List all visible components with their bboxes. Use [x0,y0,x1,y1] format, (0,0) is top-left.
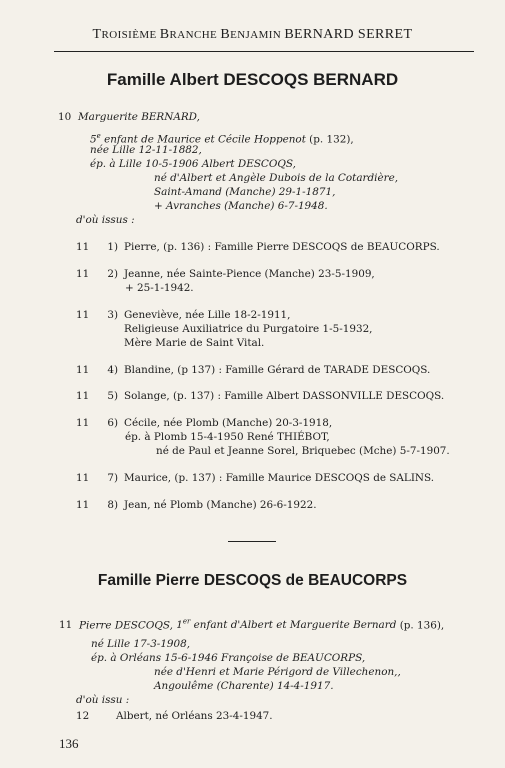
child-entry-7: 11 7) Maurice, (p. 137) : Famille Maurice DESCOQS de SALINS. [76,472,435,484]
intro-line-1: 5e enfant de Maurice et Cécile Hoppenot (p. 132), [90,132,354,146]
child-entry-2: 11 2) Jeanne, née Sainte-Pience (Manche) 23-5-1909, [76,268,375,280]
intro2-line-3: née d'Henri et Marie Périgord de Villechenon,, [154,666,401,678]
child-entry-3-line-2: Religieuse Auxiliatrice du Purgatoire 1-5-1932, [124,323,373,335]
entry-name-2: Pierre DESCOQS, [79,619,173,632]
entry-number-2: 11 Pierre DESCOQS, 1er enfant d'Albert et Marguerite Bernard (p. 136), [59,618,445,632]
page-number: 136 [59,736,79,751]
intro-line-4: né d'Albert et Angèle Dubois de la Cotardière, [154,172,399,184]
entry-name: Marguerite BERNARD, [78,111,200,123]
intro-line-6: + Avranches (Manche) 6-7-1948. [154,200,328,212]
child-entry-2-1: 12 Albert, né Orléans 23-4-1947. [76,710,273,722]
intro-line-5: Saint-Amand (Manche) 29-1-1871, [154,186,336,198]
child-entry-4: 11 4) Blandine, (p 137) : Famille Gérard de TARADE DESCOQS. [76,364,431,376]
child-entry-2-line-2: + 25-1-1942. [125,282,194,294]
child-entry-5: 11 5) Solange, (p. 137) : Famille Albert DASSONVILLE DESCOQS. [76,390,445,402]
issue-label: d'où issus : [76,214,135,226]
intro2-line-2: ép. à Orléans 15-6-1946 Françoise de BEAUCORPS, [91,652,366,664]
intro2-line-1: né Lille 17-3-1908, [91,638,191,650]
intro-line-3: ép. à Lille 10-5-1906 Albert DESCOQS, [90,158,296,170]
child-entry-6-line-2: ép. à Plomb 15-4-1950 René THIÉBOT, [125,431,330,443]
issue-label-2: d'où issu : [76,694,130,706]
child-entry-3: 11 3) Geneviève, née Lille 18-2-1911, [76,309,291,321]
child-entry-6-line-3: né de Paul et Jeanne Sorel, Briquebec (Mche) 5-7-1907. [156,445,450,457]
intro-line-2: née Lille 12-11-1882, [90,144,202,156]
header-rule [54,51,474,52]
intro2-line-4: Angoulême (Charente) 14-4-1917. [154,680,334,692]
section-title-pierre-descoqs-de-beaucorps: Famille Pierre DESCOQS de BEAUCORPS [97,572,408,589]
running-header: TROISIÈME BRANCHE BENJAMIN BERNARD SERRET [92,27,413,42]
section-separator [228,541,276,542]
child-entry-3-line-3: Mère Marie de Saint Vital. [124,337,265,349]
child-entry-8: 11 8) Jean, né Plomb (Manche) 26-6-1922. [76,499,317,511]
child-entry-1: 11 1) Pierre, (p. 136) : Famille Pierre DESCOQS de BEAUCORPS. [76,241,440,253]
section-title-albert-descoqs-bernard: Famille Albert DESCOQS BERNARD [106,70,399,89]
entry-number: 10 Marguerite BERNARD, [58,111,200,123]
child-entry-6: 11 6) Cécile, née Plomb (Manche) 20-3-1918, [76,417,333,429]
